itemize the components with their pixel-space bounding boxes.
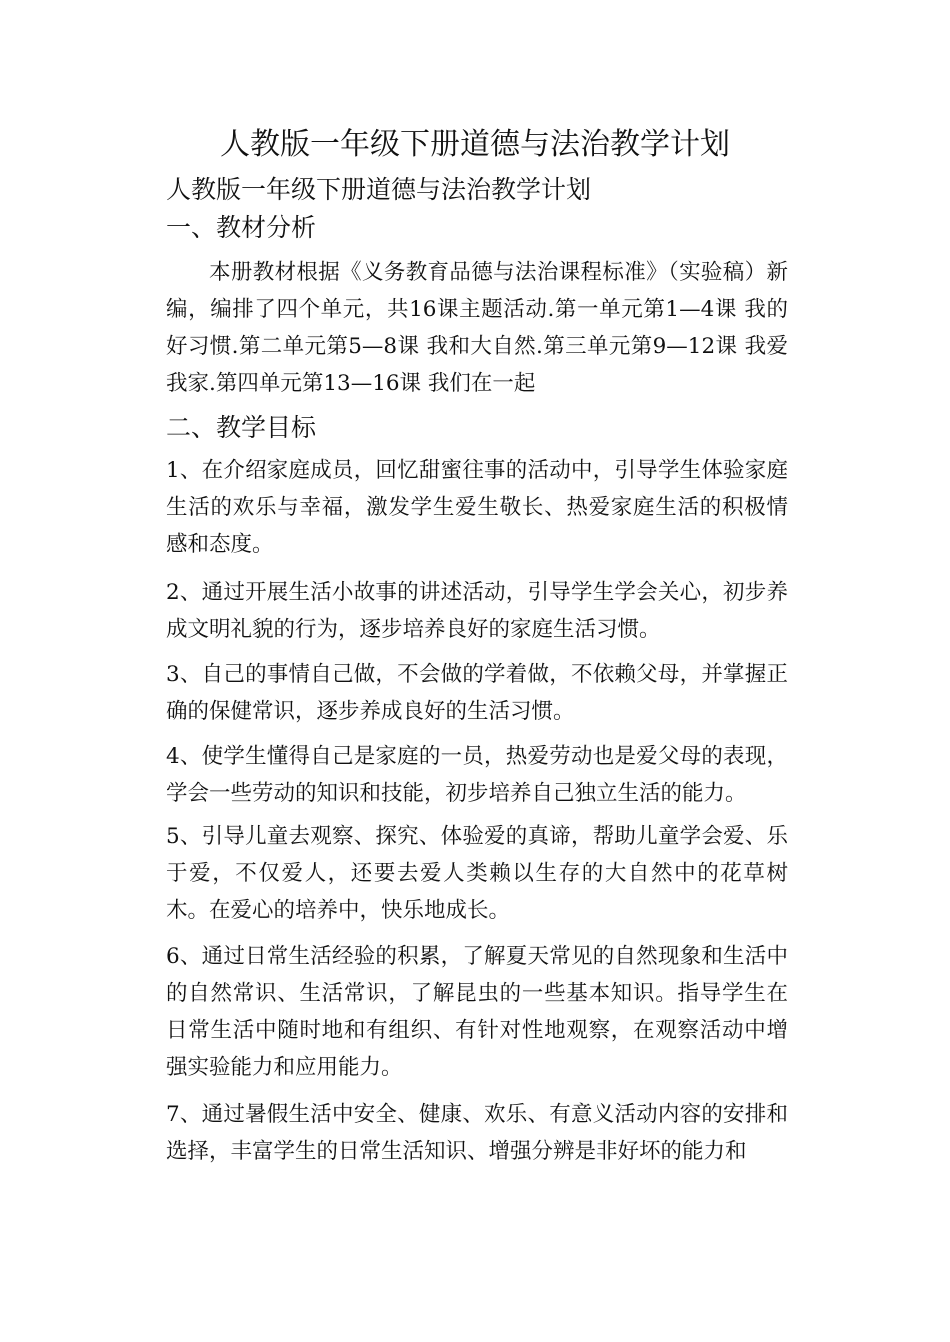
- document-subtitle: 人教版一年级下册道德与法治教学计划: [166, 175, 592, 204]
- goal-item-6: 6、通过日常生活经验的积累，了解夏天常见的自然现象和生活中的自然常识、生活常识，了解昆虫的一些基本知识。指导学生在日常生活中随时地和有组织、有针对性地观察，在观察活动中增强实验能力和应用能力。: [166, 944, 788, 1080]
- goal-item-5: 5、引导儿童去观察、探究、体验爱的真谛，帮助儿童学会爱、乐于爱，不仅爱人，还要去爱人类赖以生存的大自然中的花草树木。在爱心的培养中，快乐地成长。: [166, 824, 788, 923]
- section-heading-goals: 二、教学目标: [166, 413, 317, 442]
- goal-item-3: 3、自己的事情自己做，不会做的学着做，不依赖父母，并掌握正确的保健常识，逐步养成良好的生活习惯。: [166, 662, 788, 724]
- goal-item-7: 7、通过暑假生活中安全、健康、欢乐、有意义活动内容的安排和选择，丰富学生的日常生活知识、增强分辨是非好坏的能力和: [166, 1102, 788, 1164]
- materials-paragraph: 本册教材根据《义务教育品德与法治课程标准》（实验稿）新编，编排了四个单元，共16课主题活动.第一单元第1—4课 我的好习惯.第二单元第5—8课 我和大自然.第三单元第9—12课 我爱我家.第四单元第13—16课 我们在一起: [166, 260, 788, 396]
- section-heading-materials: 一、教材分析: [166, 213, 317, 242]
- goal-item-1: 1、在介绍家庭成员，回忆甜蜜往事的活动中，引导学生体验家庭生活的欢乐与幸福，激发学生爱生敬长、热爱家庭生活的积极情感和态度。: [166, 458, 788, 557]
- goal-item-2: 2、通过开展生活小故事的讲述活动，引导学生学会关心，初步养成文明礼貌的行为，逐步培养良好的家庭生活习惯。: [166, 580, 788, 642]
- goal-item-4: 4、使学生懂得自己是家庭的一员，热爱劳动也是爱父母的表现，学会一些劳动的知识和技能，初步培养自己独立生活的能力。: [166, 744, 788, 806]
- document-title: 人教版一年级下册道德与法治教学计划: [220, 127, 730, 162]
